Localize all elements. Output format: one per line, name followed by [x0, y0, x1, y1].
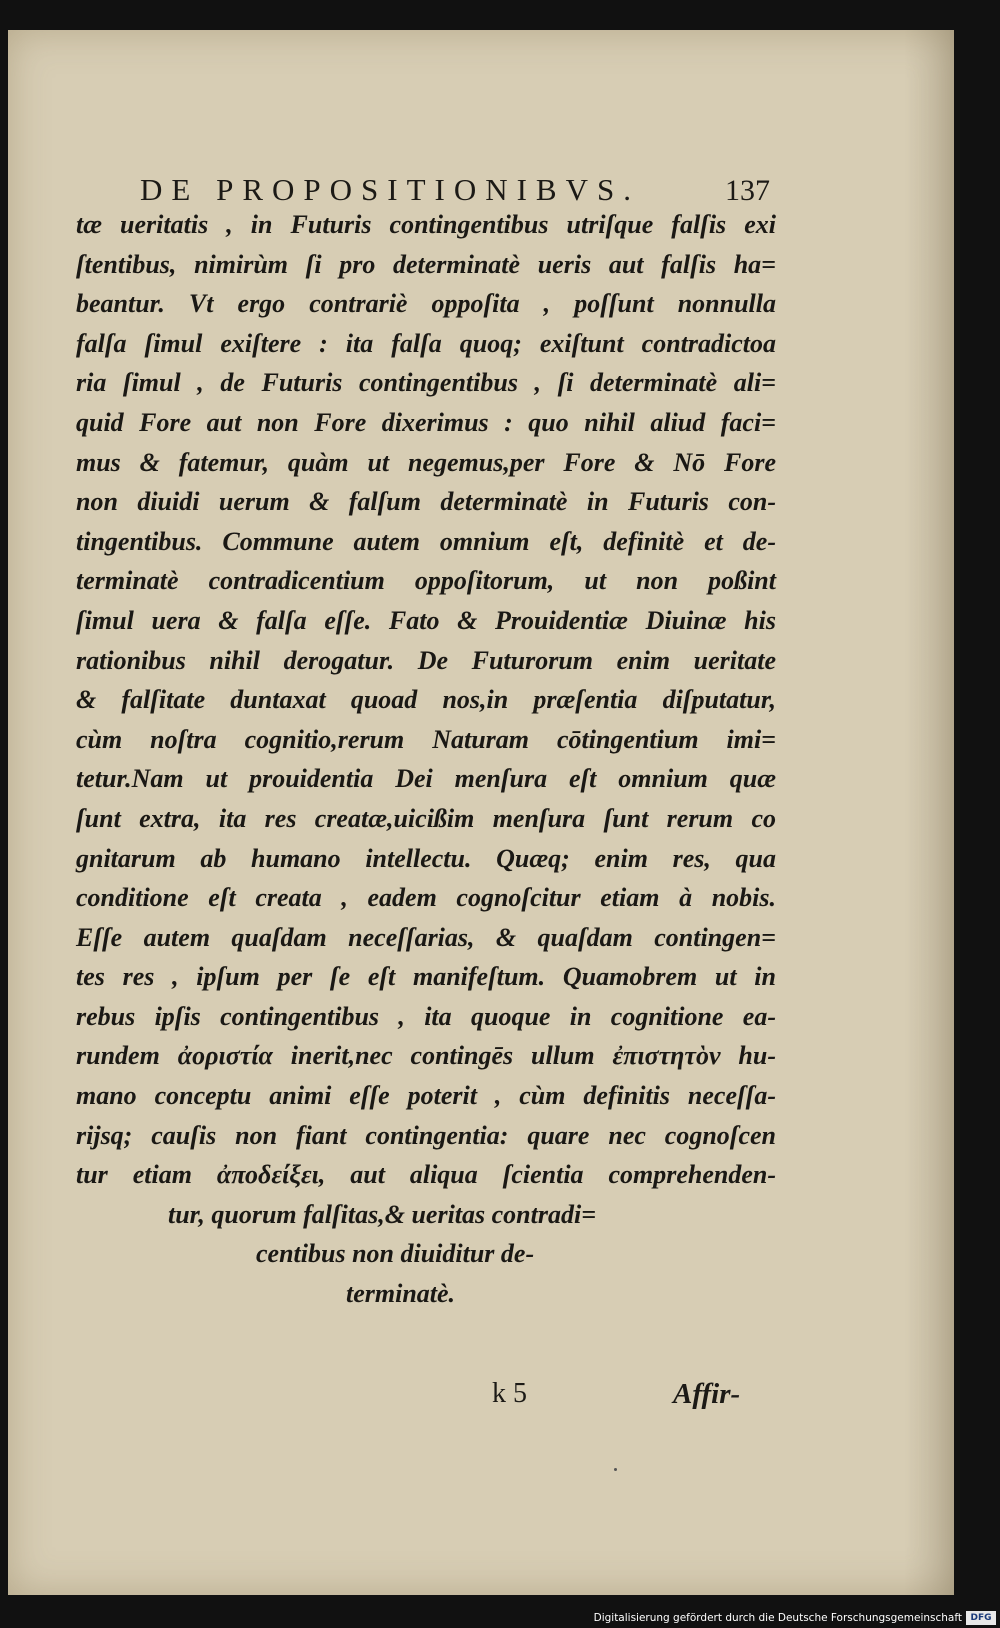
text-line: tur etiam ἀποδείξει, aut aliqua ſcientia comprehenden- — [76, 1160, 776, 1190]
text-line: mus & fatemur, quàm ut negemus,per Fore & Nō Fore — [76, 447, 776, 477]
text-line: & falſitate duntaxat quoad nos,in præſentia diſputatur, — [76, 685, 776, 715]
text-line: ſunt extra, ita res creatæ,uicißim menſura ſunt rerum co — [76, 803, 776, 833]
text-line: conditione eſt creata , eadem cognoſcitur etiam à nobis. — [76, 883, 776, 913]
text-line: non diuidi uerum & falſum determinatè in Futuris con- — [76, 487, 776, 517]
text-line: rundem ἀοριστία inerit,nec contingēs ullum ἐπιστητὸν hu- — [76, 1041, 776, 1071]
page-header — [140, 172, 770, 208]
digitization-credit: Digitalisierung gefördert durch die Deutsche Forschungsgemeinschaft — [593, 1612, 962, 1624]
text-line: gnitarum ab humano intellectu. Quæq; enim res, qua — [76, 843, 776, 873]
text-line: rijsq; cauſis non fiant contingentia: quare nec cognoſcen — [76, 1120, 776, 1150]
text-line: tæ ueritatis , in Futuris contingentibus utriſque falſis exi — [76, 210, 776, 239]
closing-line: centibus non diuiditur de- — [256, 1239, 535, 1269]
text-line: beantur. Vt ergo contrariè oppoſita , poſſunt nonnulla — [76, 289, 776, 319]
text-line: tingentibus. Commune autem omnium eſt, definitè et de- — [76, 526, 776, 556]
paper-speck — [614, 1468, 617, 1471]
text-line: tes res , ipſum per ſe eſt manifeſtum. Quamobrem ut in — [76, 962, 776, 992]
text-line: rebus ipſis contingentibus , ita quoque in cognitione ea- — [76, 1001, 776, 1031]
text-line: mano conceptu animi eſſe poterit , cùm definitis neceſſa- — [76, 1081, 776, 1111]
signature-mark: k 5 — [492, 1378, 527, 1409]
text-line: cùm noſtra cognitio,rerum Naturam cōtingentium imi= — [76, 724, 776, 754]
catchword: Affir- — [673, 1378, 741, 1410]
text-line: tetur.Nam ut prouidentia Dei menſura eſt omnium quæ — [76, 764, 776, 794]
running-title: DE PROPOSITIONIBVS. — [140, 172, 640, 207]
text-line: terminatè contradicentium oppoſitorum, ut non poßint — [76, 566, 776, 596]
dfg-logo: DFG — [966, 1611, 996, 1625]
body-text — [76, 205, 776, 1314]
text-line: quid Fore aut non Fore dixerimus : quo nihil aliud faci= — [76, 407, 776, 437]
closing-line: terminatè. — [346, 1279, 456, 1309]
page-gutter-shadow — [904, 30, 954, 1595]
text-line: ſtentibus, nimirùm ſi pro determinatè ueris aut falſis ha= — [76, 249, 776, 279]
text-line: falſa ſimul exiſtere : ita falſa quoq; exiſtunt contradictoa — [76, 328, 776, 358]
text-line: ſimul uera & falſa eſſe. Fato & Prouidentiæ Diuinæ his — [76, 605, 776, 635]
text-line: rationibus nihil derogatur. De Futurorum enim ueritate — [76, 645, 776, 675]
text-line: Eſſe autem quaſdam neceſſarias, & quaſdam contingen= — [76, 922, 776, 952]
text-line: ria ſimul , de Futuris contingentibus , ſi determinatè ali= — [76, 368, 776, 398]
closing-line: tur, quorum falſitas,& ueritas contradi= — [168, 1199, 597, 1229]
page-number: 137 — [725, 174, 770, 207]
